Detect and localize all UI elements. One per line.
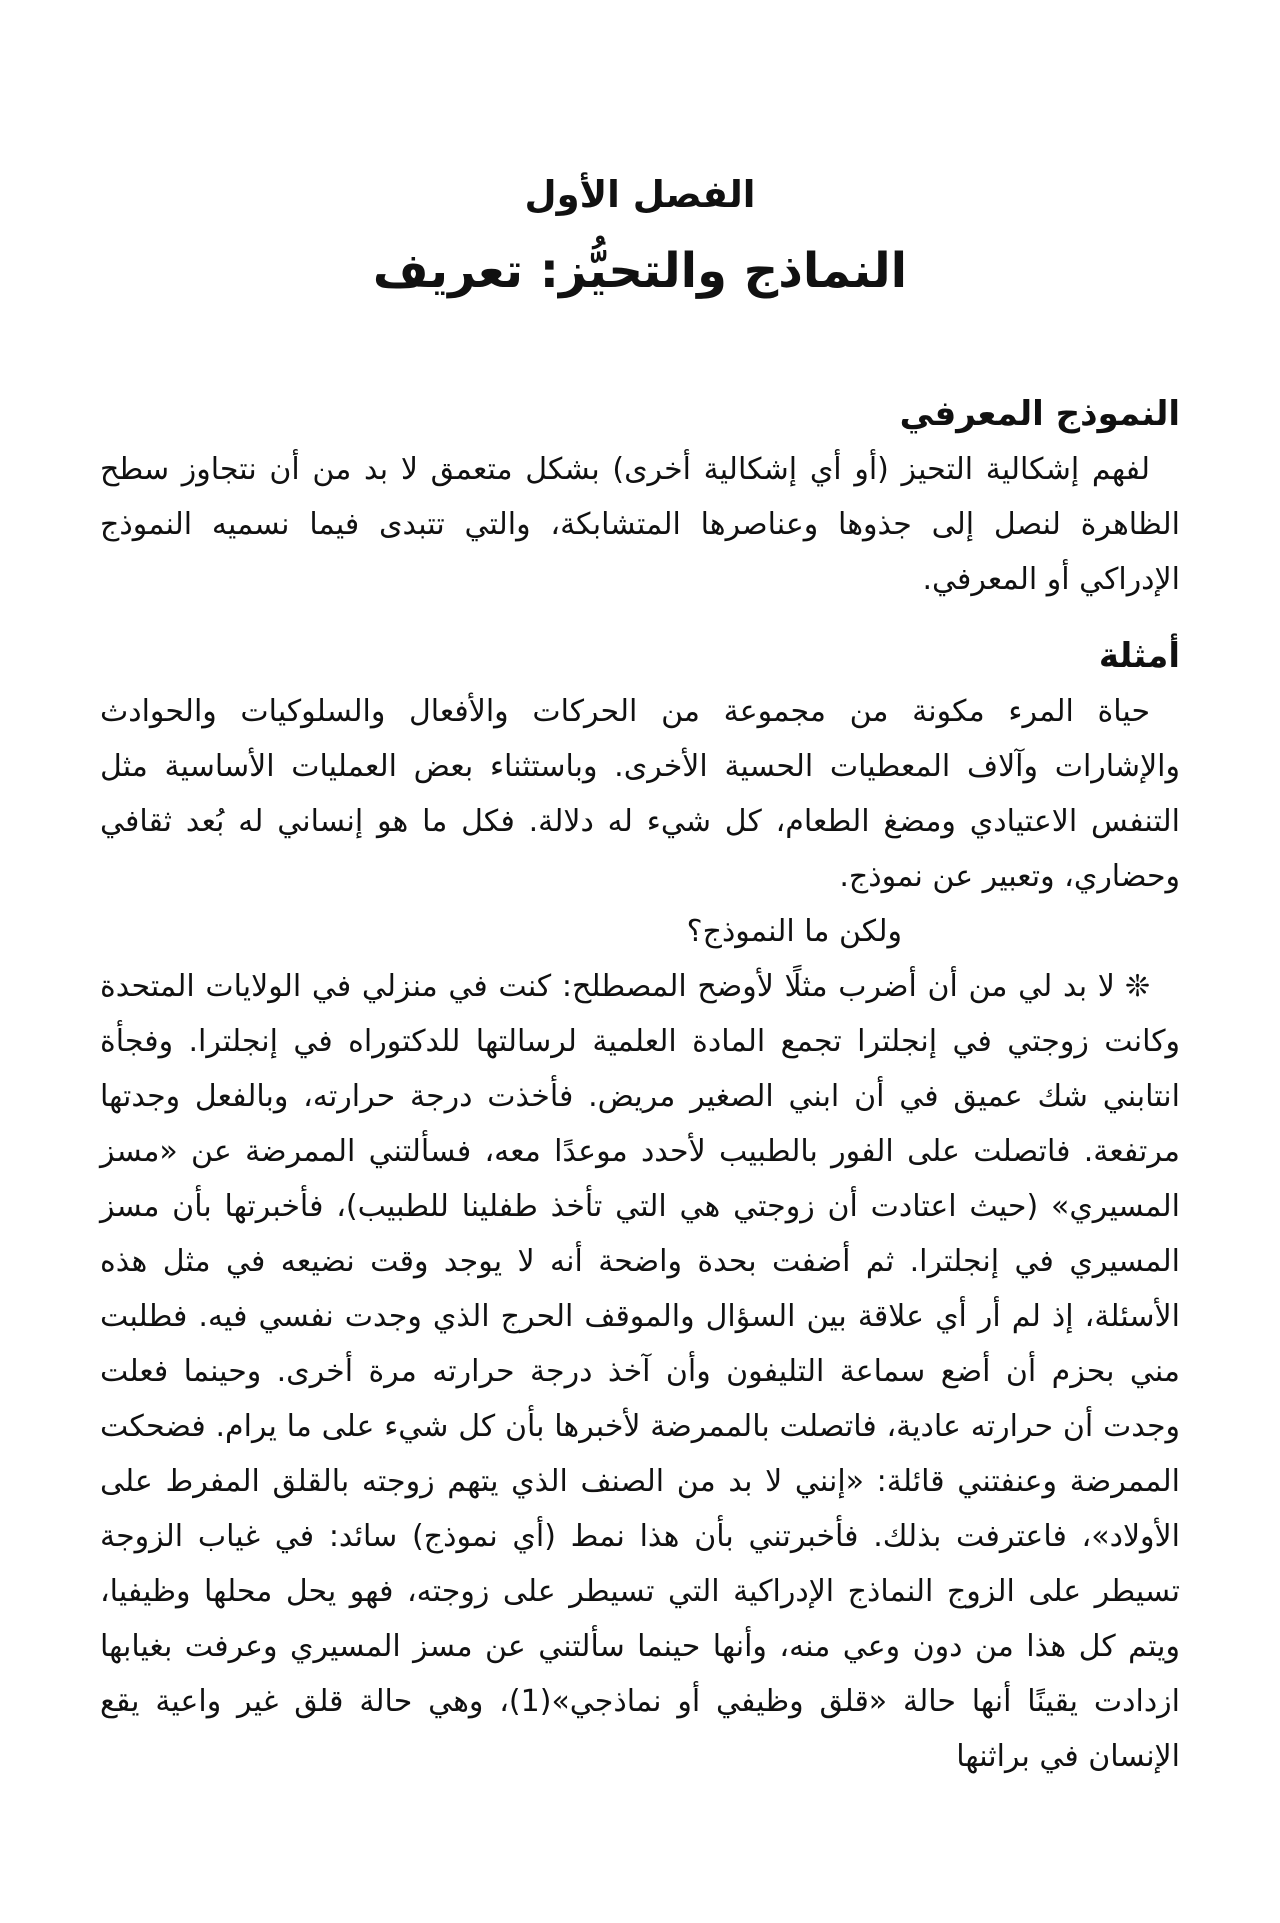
- paragraph-anecdote-text: لا بد لي من أن أضرب مثلًا لأوضح المصطلح: كنت في منزلي في الولايات المتحدة وكانت زوجتي في إنجلترا تجمع المادة العلمية لرسالتها للدكتوراه في إنجلترا. وفجأة انتابني شك عميق في أن ابني الصغير مريض. فأخذت درجة حرارته، وبالفعل وجدتها مرتفعة. فاتصلت على الفور بالطبيب لأحدد موعدًا معه، فسألتني الممرضة عن «مسز المسيري» (حيث اعتادت أن زوجتي هي التي تأخذ طفلينا للطبيب)، فأخبرتها بأن مسز المسيري في إنجلترا. ثم أضفت بحدة واضحة أنه لا يوجد وقت نضيعه في مثل هذه الأسئلة، إذ لم أر أي علاقة بين السؤال والموقف الحرج الذي وجدت نفسي فيه. فطلبت مني بحزم أن أضع سماعة التليفون وأن آخذ درجة حرارته مرة أخرى. وحينما فعلت وجدت أن حرارته عادية، فاتصلت بالممرضة لأخبرها بأن كل شيء على ما يرام. فضحكت الممرضة وعنفتني قائلة: «إنني لا بد من الصنف الذي يتهم زوجته بالقلق المفرط على الأولاد»، فاعترفت بذلك. فأخبرتني بأن هذا نمط (أي نموذج) سائد: في غياب الزوجة تسيطر على الزوج النماذج الإدراكية التي تسيطر على زوجته، فهو يحل محلها وظيفيا، ويتم كل هذا من دون وعي منه، وأنها حينما سألتني عن مسز المسيري وعرفت بغيابها ازدادت يقينًا أنها حالة «قلق وظيفي أو نماذجي»(1)، وهي حالة قلق غير واعية يقع الإنسان في براثنها: [100, 968, 1180, 1774]
- section-heading-cognitive-model: النموذج المعرفي: [899, 393, 1180, 434]
- paragraph-life-of-man: حياة المرء مكونة من مجموعة من الحركات والأفعال والسلوكيات والحوادث والإشارات وآلاف المعطيات الحسية الأخرى. وباستثناء بعض العمليات الأساسية مثل التنفس الاعتيادي ومضغ الطعام، كل شيء له دلالة. فكل ما هو إنساني له بُعد ثقافي وحضاري، وتعبير عن نموذج.: [100, 693, 1180, 894]
- section-cognitive-model: [100, 387, 1180, 607]
- page-content: [0, 172, 1280, 1784]
- chapter-title: النماذج والتحيُّز: تعريف: [372, 243, 908, 300]
- section-heading-examples: أمثلة: [1098, 635, 1180, 676]
- paragraph-question-what-is-model: ولكن ما النموذج؟: [686, 913, 902, 949]
- paragraph-anecdote: [100, 959, 1180, 1784]
- paragraph-cognitive-model: لفهم إشكالية التحيز (أو أي إشكالية أخرى) بشكل متعمق لا بد من أن نتجاوز سطح الظاهرة لنصل إلى جذوها وعناصرها المتشابكة، والتي تتبدى فيما نسميه النموذج الإدراكي أو المعرفي.: [100, 451, 1180, 597]
- star-marker-icon: ❊: [1124, 968, 1150, 1004]
- section-examples: [100, 629, 1180, 1784]
- chapter-label: الفصل الأول: [524, 173, 756, 216]
